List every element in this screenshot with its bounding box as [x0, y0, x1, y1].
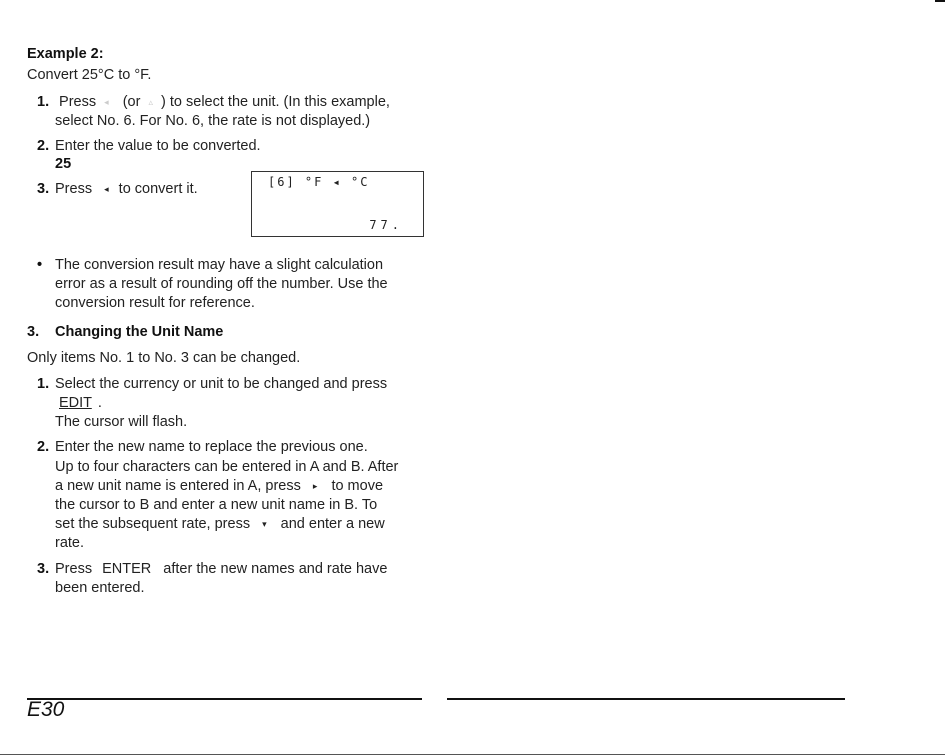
step-text: ) to select the unit. (In this example, [161, 94, 390, 110]
step-text: Press [59, 94, 97, 110]
example-title: Example 2: [27, 46, 104, 62]
section-step-3-cont: been entered. [55, 580, 145, 596]
display-result: 77. [369, 218, 403, 232]
section-step-2 [37, 438, 368, 456]
section-step-2-line-4: the cursor to B and enter a new unit name in B. To [55, 497, 378, 513]
section-step-2-line-5 [55, 515, 385, 533]
footer-rule-left [27, 698, 422, 700]
note-line-3: conversion result for reference. [55, 295, 255, 311]
example-step-1 [37, 93, 390, 111]
step-text: Enter the new name to replace the previous one. [55, 439, 368, 455]
step-number: 3. [37, 181, 50, 197]
example-step-2 [37, 137, 261, 155]
section-intro: Only items No. 1 to No. 3 can be changed. [27, 350, 301, 366]
step-text: Press [55, 181, 93, 197]
example-step-3 [37, 180, 198, 198]
left-arrow-key-icon: ◂ [104, 184, 109, 194]
section-step-1 [37, 375, 387, 393]
input-value: 25 [55, 156, 72, 172]
bullet: • [37, 257, 43, 273]
page-number: E30 [27, 698, 65, 721]
note-text: The conversion result may have a slight calculation [55, 257, 384, 273]
step-text: . [97, 395, 102, 411]
step-text: Select the currency or unit to be changed and press [55, 376, 388, 392]
section-title: Changing the Unit Name [55, 324, 224, 340]
step-number: 1. [37, 94, 50, 110]
step-text: after the new names and rate have [163, 561, 388, 577]
example-step-1-cont: select No. 6. For No. 6, the rate is not displayed.) [55, 113, 371, 129]
step-number: 2. [37, 439, 50, 455]
step-text: Enter the value to be converted. [55, 138, 261, 154]
up-arrow-key-icon: ▵ [148, 97, 153, 107]
note-line-1 [37, 256, 383, 274]
top-edge-mark [935, 0, 945, 2]
example-subtitle: Convert 25°C to °F. [27, 67, 152, 83]
step-number: 1. [37, 376, 50, 392]
left-arrow-key-icon: ◂ [104, 97, 109, 107]
step-text: a new unit name is entered in A, press [55, 478, 301, 494]
section-step-2-line-2: Up to four characters can be entered in A and B. After [55, 459, 399, 475]
section-step-2-line-6: rate. [55, 535, 85, 551]
section-step-3 [37, 560, 387, 578]
step-text: to move [331, 478, 384, 494]
section-number: 3. [27, 324, 40, 340]
note-line-2: error as a result of rounding off the number. Use the [55, 276, 388, 292]
step-text: Press [55, 561, 93, 577]
section-step-1-key [59, 394, 102, 412]
section-step-2-line-3 [55, 477, 383, 495]
section-heading [27, 323, 223, 341]
footer-rule-right [447, 698, 845, 700]
step-text: to convert it. [118, 181, 198, 197]
edit-key: EDIT [59, 395, 92, 411]
calculator-display [251, 171, 424, 237]
down-arrow-key-icon: ▾ [262, 519, 267, 529]
right-arrow-key-icon: ▸ [312, 481, 318, 491]
section-step-1-cont: The cursor will flash. [55, 414, 188, 430]
step-text: set the subsequent rate, press [55, 516, 251, 532]
enter-key: ENTER [102, 561, 152, 577]
step-text: (or [122, 94, 141, 110]
step-number: 2. [37, 138, 50, 154]
display-row-1: [6] °F ◂ °C [268, 175, 370, 189]
step-text: and enter a new [280, 516, 385, 532]
step-number: 3. [37, 561, 50, 577]
